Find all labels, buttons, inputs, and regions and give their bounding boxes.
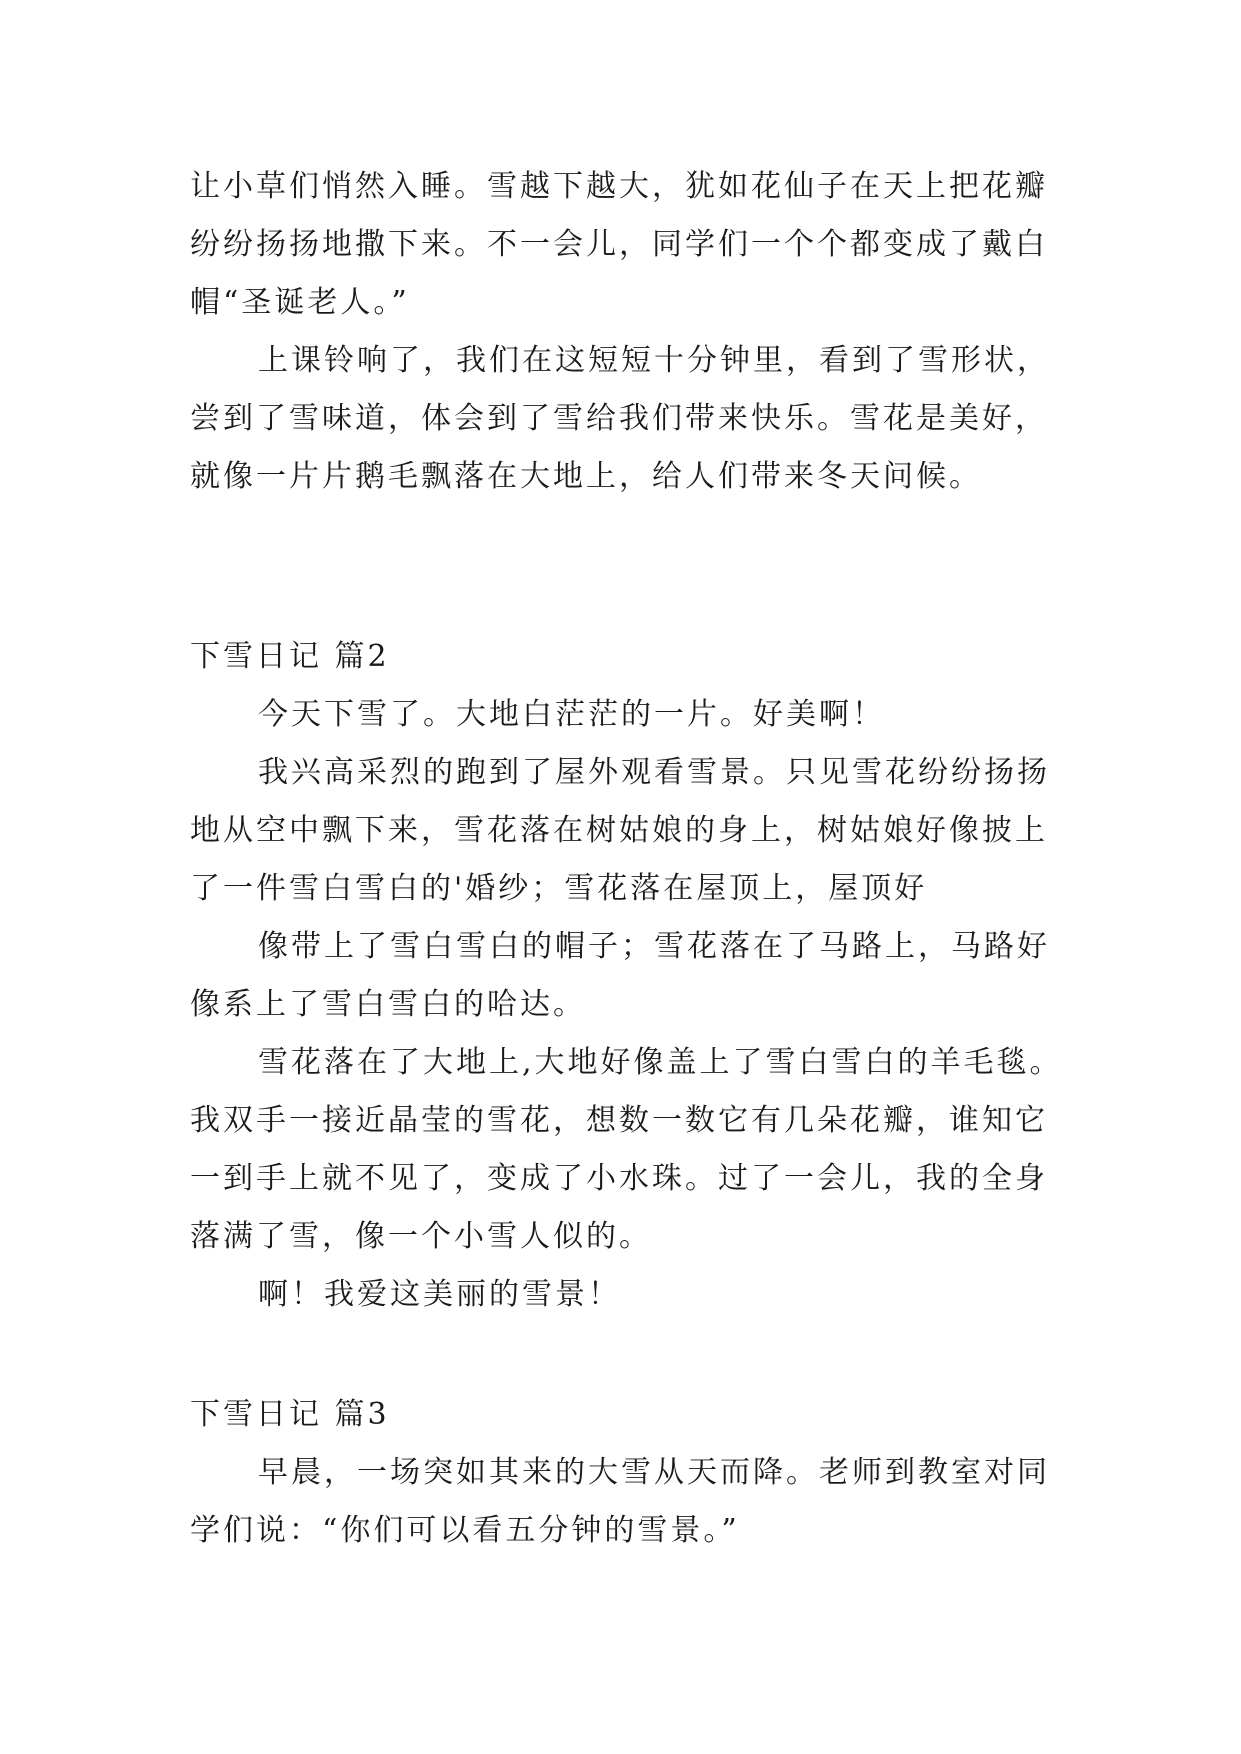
paragraph-line: 让小草们悄然入睡。雪越下越大，犹如花仙子在天上把花瓣 — [190, 169, 1048, 204]
paragraph-line: 早晨，一场突如其来的大雪从天而降。老师到教室对同 — [258, 1455, 1050, 1490]
paragraph-line: 我双手一接近晶莹的雪花，想数一数它有几朵花瓣，谁知它 — [190, 1103, 1048, 1138]
paragraph-line: 上课铃响了，我们在这短短十分钟里，看到了雪形状， — [258, 343, 1050, 378]
paragraph-line: 帽“圣诞老人。” — [190, 285, 410, 320]
paragraph-line: 我兴高采烈的跑到了屋外观看雪景。只见雪花纷纷扬扬 — [258, 755, 1050, 790]
paragraph-line: 今天下雪了。大地白茫茫的一片。好美啊！ — [258, 697, 885, 732]
paragraph-line: 啊！我爱这美丽的雪景！ — [258, 1277, 621, 1312]
paragraph-line: 雪花落在了大地上,大地好像盖上了雪白雪白的羊毛毯。 — [258, 1045, 1063, 1080]
paragraph-line: 学们说：“你们可以看五分钟的雪景。” — [190, 1513, 740, 1548]
section-3 — [190, 1386, 1060, 1560]
paragraph-line: 了一件雪白雪白的'婚纱；雪花落在屋顶上，屋顶好 — [190, 871, 928, 906]
paragraph-line: 地从空中飘下来，雪花落在树姑娘的身上，树姑娘好像披上 — [190, 813, 1048, 848]
section-2 — [190, 628, 1063, 1324]
paragraph-line: 纷纷扬扬地撒下来。不一会儿，同学们一个个都变成了戴白 — [190, 227, 1048, 262]
paragraph-line: 一到手上就不见了，变成了小水珠。过了一会儿，我的全身 — [190, 1161, 1048, 1196]
paragraph-line: 像系上了雪白雪白的哈达。 — [190, 987, 586, 1022]
section-heading: 下雪日记 篇2 — [190, 639, 390, 674]
paragraph-line: 就像一片片鹅毛飘落在大地上，给人们带来冬天问候。 — [190, 459, 982, 494]
section-1-text — [190, 158, 1060, 506]
paragraph-line: 落满了雪，像一个小雪人似的。 — [190, 1219, 652, 1254]
paragraph-line: 尝到了雪味道，体会到了雪给我们带来快乐。雪花是美好， — [190, 401, 1048, 436]
section-heading: 下雪日记 篇3 — [190, 1397, 390, 1432]
paragraph-line: 像带上了雪白雪白的帽子；雪花落在了马路上，马路好 — [258, 929, 1050, 964]
